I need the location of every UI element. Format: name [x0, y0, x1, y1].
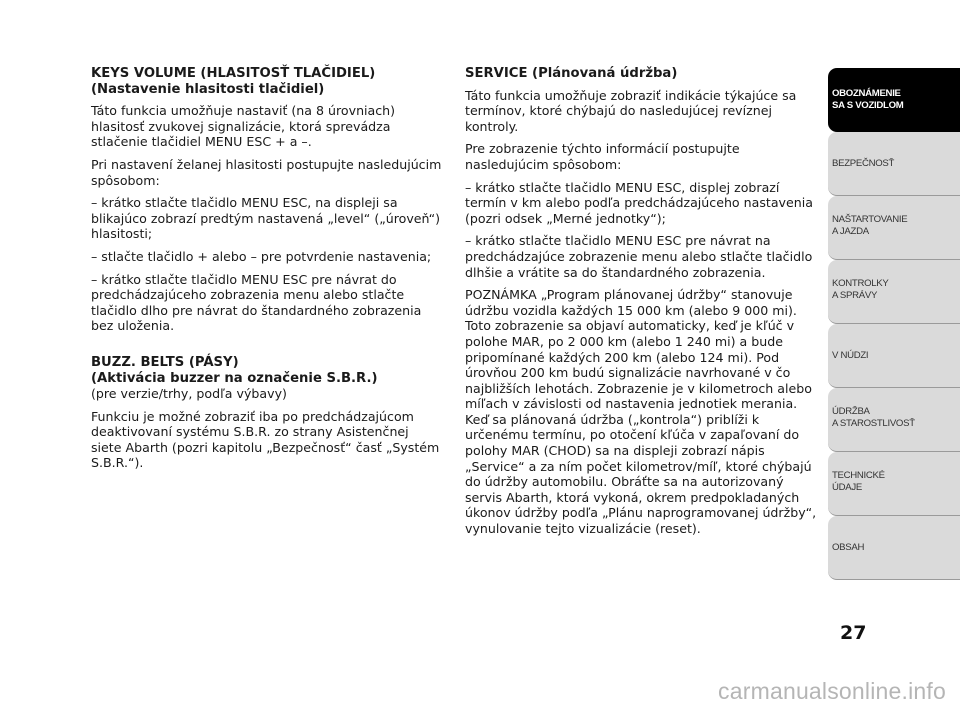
left-column	[91, 66, 443, 478]
tab-label-line1: OBSAH	[832, 542, 865, 553]
buzz-paragraph-1: Funkciu je možné zobraziť iba po predchádzajúcom deaktivovaní systému S.B.R. zo strany Asistenčnej siete Abarth (pozri kapitolu „Bezpečnosť“ časť „Systém S.B.R.“).	[91, 408, 440, 471]
buzz-subtitle: (pre verzie/trhy, podľa výbavy)	[91, 386, 287, 402]
tab-technicke-udaje[interactable]	[828, 452, 960, 516]
right-column	[465, 66, 817, 544]
keys-paragraph-4: – stlačte tlačidlo + alebo – pre potvrdenie nastavenia;	[91, 248, 432, 264]
tab-label-line1: NAŠTARTOVANIE	[832, 214, 908, 225]
service-paragraph-2: Pre zobrazenie týchto informácií postupujte nasledujúcim spôsobom:	[465, 141, 740, 172]
tab-kontrolky[interactable]	[828, 260, 960, 324]
buzz-belts-heading	[91, 355, 443, 386]
tab-bezpecnost[interactable]	[828, 132, 960, 196]
keys-paragraph-1: Táto funkcia umožňuje nastaviť (na 8 úrovniach) hlasitosť zvukovej signalizácie, ktorá sprevádza stlačenie tlačidiel MENU ESC + a –.	[91, 103, 396, 150]
keys-paragraph-3: – krátko stlačte tlačidlo MENU ESC, na displeji sa blikajúco zobrazí predtým nastavená „level“ („úroveň“) hlasitosti;	[91, 195, 441, 242]
tab-label-line1: TECHNICKÉ	[832, 470, 885, 481]
tab-v-nudzi[interactable]	[828, 324, 960, 388]
watermark: carmanualsonline.info	[718, 678, 946, 704]
tab-label-line1: KONTROLKY	[832, 278, 889, 289]
tab-oboznamenie[interactable]	[828, 68, 960, 132]
tab-udrzba[interactable]	[828, 388, 960, 452]
tab-label-line2: A STAROSTLIVOSŤ	[832, 418, 915, 429]
keys-paragraph-2: Pri nastavení želanej hlasitosti postupujte nasledujúcim spôsobom:	[91, 156, 442, 188]
service-paragraph-5: POZNÁMKA „Program plánovanej údržby“ stanovuje údržbu vozidla každých 15 000 km (alebo 9 000 mi). Toto zobrazenie sa objaví automaticky, keď je kľúč v polohe MAR, po 2 000 km (alebo 1 240 mi) a bude pripomínané každých 200 km (alebo 124 mi). Pod úrovňou 200 km budú signalizácie navrhované v čo najbližších lehotách. Zobrazenie je v kilometroch alebo míľach v závislosti od nastavenia jednotiek merania. Keď sa plánovaná údržba („kontrola“) priblíži k určenému termínu, po otočení kľúča v zapaľovaní do polohy MAR (CHOD) sa na displeji zobrazí nápis „Service“ a za ním počet kilometrov/míľ, ktoré chýbajú do údržby automobilu. Obráťte sa na autorizovaný servis Abarth, ktorá vykoná, okrem predpokladaných úkonov údržby podľa „Plánu naprogramovanej údržby“, vynulovanie tejto vizualizácie (reset).	[465, 287, 817, 537]
service-paragraph-4: – krátko stlačte tlačidlo MENU ESC pre návrat na predchádzajúce zobrazenie menu alebo stlačte tlačidlo dlhšie a vrátite sa do štandardného zobrazenia.	[465, 233, 813, 280]
keys-heading-line2: (Nastavenie hlasitosti tlačidiel)	[91, 81, 325, 97]
keys-volume-heading	[91, 66, 443, 97]
tab-label-line1: V NÚDZI	[832, 350, 869, 361]
service-paragraph-3: – krátko stlačte tlačidlo MENU ESC, displej zobrazí termín v km alebo podľa predchádzajúceho nastavenia (pozri odsek „Merné jednotky“);	[465, 179, 813, 226]
keys-paragraph-5: – krátko stlačte tlačidlo MENU ESC pre návrat do predchádzajúceho zobrazenia menu alebo stlačte tlačidlo dlho pre návrat do štandardného zobrazenia bez uloženia.	[91, 271, 422, 334]
tab-label-line2: ÚDAJE	[832, 482, 862, 493]
tab-label-line1: BEZPEČNOSŤ	[832, 158, 895, 169]
buzz-heading-line1: BUZZ. BELTS (PÁSY)	[91, 354, 239, 370]
tab-nastartovanie[interactable]	[828, 196, 960, 260]
tab-label-line1: OBOZNÁMENIE	[832, 88, 901, 99]
service-paragraph-1: Táto funkcia umožňuje zobraziť indikácie týkajúce sa termínov, ktoré chýbajú do nasledujúcej revíznej kontroly.	[465, 87, 797, 134]
tab-label-line2: SA S VOZIDLOM	[832, 100, 904, 111]
chapter-sidebar	[828, 68, 960, 580]
tab-label-line1: ÚDRŽBA	[832, 406, 870, 417]
buzz-heading-line2: (Aktivácia buzzer na označenie S.B.R.)	[91, 370, 378, 386]
tab-label-line2: A JAZDA	[832, 226, 869, 237]
tab-label-line2: A SPRÁVY	[832, 290, 878, 301]
service-heading: SERVICE (Plánovaná údržba)	[465, 66, 678, 81]
page-number: 27	[840, 622, 867, 644]
keys-heading-line1: KEYS VOLUME (HLASITOSŤ TLAČIDIEL)	[91, 66, 376, 81]
tab-obsah[interactable]	[828, 516, 960, 580]
